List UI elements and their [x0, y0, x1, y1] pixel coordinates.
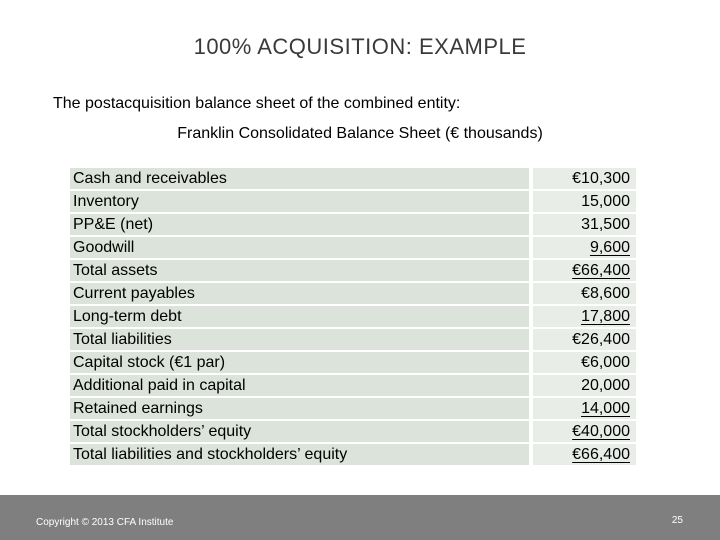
row-label: Retained earnings [70, 398, 533, 421]
row-value-cell [533, 375, 636, 398]
table-row [70, 283, 636, 306]
row-value: 20,000 [581, 377, 630, 394]
table-row [70, 421, 636, 444]
row-value: €66,400 [572, 262, 630, 279]
row-value: 14,000 [581, 400, 630, 417]
table-row [70, 375, 636, 398]
intro-text: The postacquisition balance sheet of the combined entity: [53, 95, 461, 112]
page-number: 25 [671, 515, 683, 526]
row-value: 17,800 [581, 308, 630, 325]
row-value: 15,000 [581, 193, 630, 210]
row-value: €10,300 [572, 170, 630, 187]
row-label: PP&E (net) [70, 214, 533, 237]
row-label: Long-term debt [70, 306, 533, 329]
row-value: 9,600 [589, 239, 630, 256]
row-value-cell [533, 168, 636, 191]
row-label: Capital stock (€1 par) [70, 352, 533, 375]
row-value-cell [533, 421, 636, 444]
table-row [70, 191, 636, 214]
row-value: €26,400 [572, 331, 630, 348]
table-row [70, 444, 636, 467]
row-value-cell [533, 352, 636, 375]
row-value-cell [533, 398, 636, 421]
row-value-cell [533, 444, 636, 467]
row-value-cell [533, 260, 636, 283]
row-label: Total stockholders’ equity [70, 421, 533, 444]
row-value-cell [533, 191, 636, 214]
row-value-cell [533, 329, 636, 352]
row-value: €6,000 [581, 354, 630, 371]
row-value-cell [533, 306, 636, 329]
table-row [70, 398, 636, 421]
table-row [70, 168, 636, 191]
table-row [70, 352, 636, 375]
row-value: €66,400 [572, 446, 630, 463]
row-value-cell [533, 237, 636, 260]
row-value: €8,600 [581, 285, 630, 302]
table-row [70, 306, 636, 329]
row-label: Current payables [70, 283, 533, 306]
row-label: Cash and receivables [70, 168, 533, 191]
row-label: Additional paid in capital [70, 375, 533, 398]
row-value-cell [533, 214, 636, 237]
balance-sheet-table [70, 168, 636, 467]
row-value: €40,000 [572, 423, 630, 440]
row-label: Total liabilities and stockholders’ equity [70, 444, 533, 467]
row-label: Inventory [70, 191, 533, 214]
copyright-text: Copyright © 2013 CFA Institute [36, 517, 174, 528]
row-label: Goodwill [70, 237, 533, 260]
row-value-cell [533, 283, 636, 306]
table-row [70, 329, 636, 352]
row-label: Total assets [70, 260, 533, 283]
row-value: 31,500 [581, 216, 630, 233]
row-label: Total liabilities [70, 329, 533, 352]
table-caption: Franklin Consolidated Balance Sheet (€ thousands) [177, 125, 543, 142]
table-row [70, 260, 636, 283]
slide-title: 100% ACQUISITION: EXAMPLE [193, 34, 527, 59]
table-row [70, 237, 636, 260]
table-row [70, 214, 636, 237]
